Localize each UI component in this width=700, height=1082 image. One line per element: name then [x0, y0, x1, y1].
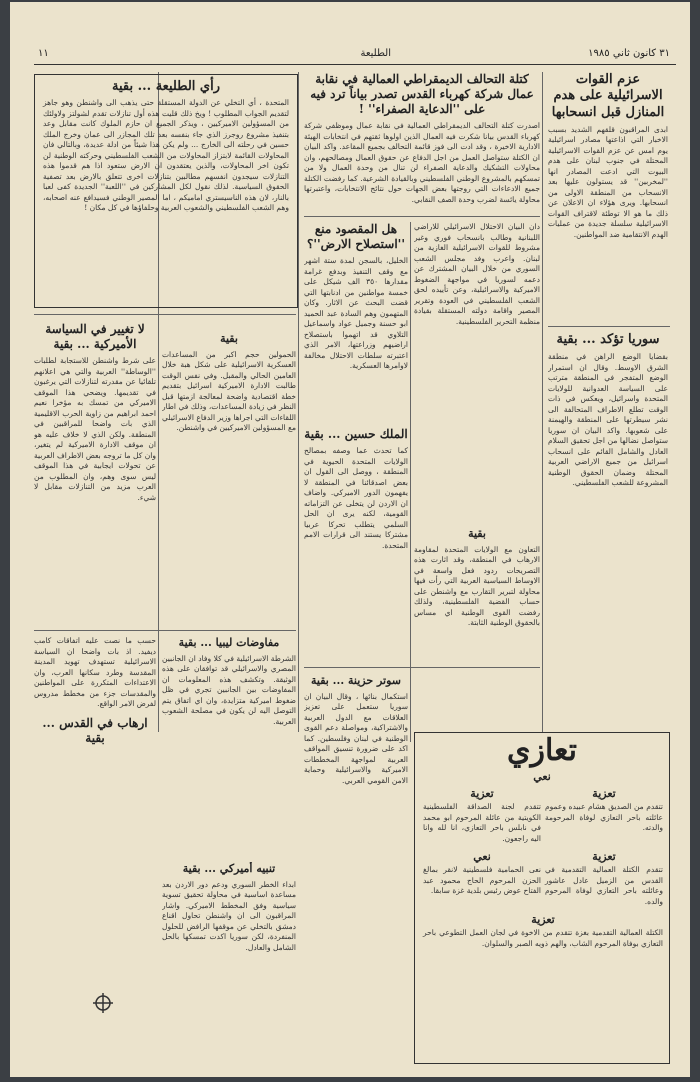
article-body: دان البيان الاحتلال الاسرائيلي للاراضي اللبنانية وطالب بانسحاب فوري وغير مشروط للقوات الاسرائيلية الغازية من لبنان. واعرب وفد مجلس الشعب السوري من خلال البيان المشترك عن دعمه لسوريا في مواجهة الضغوط الاميركية والاسرائيلية، وعن تأييده لحق الشعب الفلسطيني في العودة وتقرير المصير واقامة دولته المستقلة بقيادة منظمة التحرير الفلسطينية. — [414, 222, 540, 326]
condolence-item — [545, 785, 663, 844]
newspaper-name: الطليعة — [360, 48, 391, 59]
condolence-title: تعزية — [531, 913, 555, 926]
article-libya-talks — [162, 636, 296, 796]
article-body: الخليل، بالسجن لمدة ستة اشهر مع وقف التنفيذ وبدفع غرامة مقدارها ٣٥٠ الف شيكل على خمسة مواطنين من ادنابتها التي قضت البحث عن الاثار. وكان المتهمون وهم السادة عبد الحميد ابو حسنة وجميل عواد واسماعيل التلاوي قد اتهموا باستصلاح اراضيهم وزراعتها، الامر الذي اعتبرته سلطات الاحتلال مخالفة لاوامرها العسكرية. — [304, 256, 408, 370]
article-title: سوتر حزينة ... بقية — [311, 674, 401, 687]
condolence-list — [415, 785, 669, 949]
article-syria-bgt — [414, 222, 540, 522]
article-body: ابدى المراقبون قلقهم الشديد بسبب الاخبار التي اذاعتها مصادر اسرائيلية يوم امس عن عزم القوات الاسرائيلية المحتلة في جنوب لبنان على هدم البيوت التي ادعت المصادر انها ''لمخربين'' قد يستولون عليها بعد الانسحاب من المنطقة الاولى من انسحابها. ويرى هؤلاء ان الاعلان عن ذلك ما هو الا توطئة لاقتراف القوات الاسرائيلية سلسلة جديدة من عمليات الهدم الانتقامية ضد المواطنين. — [548, 124, 668, 239]
newspaper-page — [10, 2, 690, 1077]
condolence-title: تعزية — [592, 787, 616, 800]
article-house-demolitions — [548, 72, 668, 322]
issue-date: ٣١ كانون ثاني ١٩٨٥ — [588, 48, 670, 59]
article-title: بقية — [468, 527, 486, 540]
article-title: سوريا تؤكد ... بقية — [556, 332, 660, 347]
column-rule — [542, 72, 543, 732]
condolence-text: نعى الحمامية فلسطينية لانقر بمالغ الحزن المرحوم الحاج محمود عبد الفتاح عوض رئيس بلدية غزة سابقا. — [423, 865, 541, 895]
article-body: حسب ما نصت عليه اتفاقات كامب ديفيد. اذ بات واضحا ان السياسة الاسرائيلية تستهدف تهويد المدينة المقدسة وطرد سكانها العرب، وان الاعتداءات المتكررة على المواطنين والمقدسات جزء من مخطط مدروس لفرض الامر الواقع. — [34, 636, 156, 708]
article-body: على شرط واشنطن للاستجابة لطلبات ''الوساطة'' العربية والتي هي اعلانهم تلقائيا عن مقدرته لتنازلات التي يرغبون في تقديمها. ويضحي هذا الموقف الاميركي من تمسك به مؤخرا نعيم احمد ابراهيم من زاوية الحرب الاقليمية الذي بات واضحا للمراقبين في المنطقة. ولكن الذي لا خلاف عليه هو ان موقف الادارة الاميركية لم يتغير، وان كل ما تروجه بعض الاطراف العربية عن تحولات ايجابية في هذا الموقف ليس سوى وهم، وان المطلوب من العرب مزيد من التنازلات مقابل لا شيء. — [34, 356, 156, 502]
article-us-policy — [34, 322, 156, 622]
ornament-icon — [92, 992, 114, 1014]
article-title: بقية — [220, 332, 238, 345]
article-body: بقضايا الوضع الراهن في منطقة الشرق الاوسط. وقال ان استمرار الوضع المتفجر في المنطقة مترتب على السياسة العدوانية للولايات المتحدة واسرائيل، ويعكس في ذات الوقت تطلع الاطراف المتحالفة الى نشر سيطرتها على المنطقة والهيمنة على شعوبها. واكد البيان ان سوريا ستواصل نضالها من اجل تحقيق السلام العادل والشامل القائم على انسحاب اسرائيل من جميع الاراضي العربية المحتلة وضمان الحقوق الوطنية المشروعة للشعب الفلسطيني. — [548, 352, 668, 488]
article-syria-confirms — [548, 332, 668, 742]
page-number: ١١ — [38, 48, 49, 59]
column-rule — [410, 222, 411, 742]
condolence-title: تعزية — [470, 787, 494, 800]
condolences-title: تعازي — [507, 733, 577, 768]
article-title: هل المقصود منع ''استصلاح الارض''؟ — [306, 222, 406, 251]
condolence-text: الكتلة العمالية التقدمية بغزة تتقدم من الاخوة في لجان العمل التطوعي باحر التعازي بوفاة المرحوم الشاب، والهم ذويه الصبر والسلوان. — [423, 928, 663, 948]
column-rule — [298, 72, 299, 732]
article-king-hussein — [304, 427, 408, 597]
article-body: الشرطة الاسرائيلية في كلا وفاد ان الجانبين المصري والاسرائيلي قد توافقان على هذه الوثيقة. وتكشف هذه المعلومات ان المفاوضات بين الجانبين تجري في ظل ضغوط اميركية متزايدة، وان اي اتفاق يتم التوصل اليه لن يكون في مصلحة الشعوب العربية. — [162, 653, 296, 726]
condolences-heading: نعي — [533, 770, 551, 783]
article-body: كما تحدث عما وصفه بمصالح الولايات المتحدة الحيوية في المنطقة ، ووصل الى القول ان بعض اصدقائنا في المنطقة لا يفهمون الدور الاميركي. واضاف ان الاردن لن يتخلى عن التزاماته القومية، لكنه يرى ان الحل السلمي يتطلب تحركا عربيا مشتركا يستند الى قرارات الامم المتحدة. — [304, 446, 408, 550]
article-body: التعاون مع الولايات المتحدة لمقاومة الارهاب في المنطقة، وقد اثارت هذه التصريحات ردود فعل واسعة في الاوساط السياسية العربية التي رأت فيها محاولة لتبرير التقارب مع واشنطن على حساب القضية الفلسطينية، ولذلك رفضت القوى الوطنية اي مساس بالحقوق الوطنية الثابتة. — [414, 544, 540, 628]
article-title: عزم القوات الاسرائيلية على هدم المنازل قبل انسحابها — [551, 72, 665, 120]
article-us-aid — [162, 332, 296, 612]
condolence-text: تتقدم من الصديق هشام عبيده وعموم عائلته باحر التعازي لوفاة المرحومة والدته. — [545, 802, 663, 832]
editorial-body: المتحدة ، أي التخلي عن الدولة المستقلة حتى يذهب الى واشنطن وهو جاهز لتقديم الجواب المطلوب ! ويخ ذلك قليت هذه أول تنازلات تقدم لشولتز ولاولئك من المسؤولين الاميركيين ، ويذكر الجميع ان حازم الملوك كانت مقابل وعد بتنفيذ مشروع روجرز الذي جاء بنفسه بعد تلك المجازر الى عمان وخرج الملك حسين في رحلته الى الخارج ... ولم يكن هذا شيئاً من ادلة عديدة، وبالتالي فان المحاولات القائمة لابتزاز المحاولات من الشعب الفلسطيني وحركته الوطنية لن تكون اخر المحاولات، والذين يعتقدون ان الارض ستعود اذا هم قدموا هذه التنازلات سيجدون انفسهم مطالبين بتنازلات اخرى تتعلق بالارض بعد تصفية الحقوق السياسية. لذلك نقول لكل المشاركين في ''اللعبة'' الجديدة كفى لعبا بالنار، لان هذه الناسيستري اماميكم ، اما المصير الوطني فسيدافع عنه اصحابه، وهم الشعب الفلسطيني والشعوب العربية وحلفاؤها في كل مكان ! — [43, 98, 289, 213]
article-syria-sad — [304, 674, 408, 1064]
condolence-text: تتقدم الكتلة العمالية التقدمية في القدس من الزميل عادل عاشور وعائلته باحر التعازي لوفاة المرحوم والده. — [545, 865, 663, 906]
condolence-text: تتقدم لجنة الصداقة الفلسطينية الكويتية من عائلة المرحوم ابو محمد في نابلس باحر التعازي، انا لله وانا اليه راجعون. — [423, 802, 541, 843]
condolences-box — [414, 732, 670, 1064]
article-title: ارهاب في القدس ... بقية — [42, 715, 148, 745]
condolence-title: نعي — [473, 850, 491, 863]
condolence-item — [423, 911, 663, 949]
condolence-item — [423, 785, 541, 844]
article-title: مفاوضات ليبيا ... بقية — [178, 636, 280, 649]
condolence-title: تعزية — [592, 850, 616, 863]
section-rule — [304, 667, 540, 668]
article-body: اصدرت كتلة التحالف الديمقراطي العمالية في نقابة عمال وموظفي شركة كهرباء القدس بيانا شكرت فيه العمال الذين اولوها ثقتهم في انتخابات الهيئة الادارية الاخيرة ، وقد ادت الى فوز قائمة التحالف بجميع المقاعد. واكد البيان ان الكتلة ستواصل العمل من اجل الدفاع عن حقوق العمال ومصالحهم، وان محاولات التشكيك والدعاية الصفراء لن تنال من وحدة العمال ولا من تمسكهم بالمشروع الوطني الفلسطيني وبالقيادة الشرعية. كما رفضت الكتلة جميع الادعاءات التي روجتها بعض الجهات حول نتائج الانتخابات، واعتبرتها محاولة يائسة لضرب وحدة الصف النقابي. — [304, 121, 540, 204]
section-rule — [304, 216, 540, 217]
section-rule — [34, 630, 296, 631]
article-continuation — [414, 527, 540, 657]
article-land-reclamation — [304, 222, 408, 422]
section-rule — [548, 326, 670, 327]
article-electric-union — [304, 72, 540, 212]
article-title: تنبيه أميركي ... بقية — [182, 862, 276, 875]
article-title: الملك حسين ... بقية — [304, 427, 408, 441]
article-body: الحمولين حجم اكبر من المساعدات العسكرية الاسرائيلية على شكل هبة خلال العامين الحالي والمقبل. وفي نفس الوقت طالبت الادارة الاميركية اسرائيل بتقديم خطة اقتصادية واضحة لمعالجة ازمتها قبل النظر في زيادة المساعدات، وذلك في اطار اللقاءات التي اجراها وزير الدفاع الاسرائيلي مع المسؤولين الاميركيين في واشنطن. — [162, 349, 296, 433]
section-rule — [34, 314, 296, 315]
article-jerusalem-terror — [34, 636, 156, 866]
article-title: كتلة التحالف الديمقراطي العمالية في نقابة عمال شركة كهرباء القدس تصدر بياناً ترد فيه على ''الدعاية الصفراء'' ! — [310, 72, 534, 116]
article-us-warning — [162, 862, 296, 1062]
page-header — [34, 46, 676, 65]
condolence-item — [423, 848, 541, 907]
condolence-item — [545, 848, 663, 907]
editorial-title: رأي الطليعة ... بقية — [111, 79, 220, 94]
article-body: ابداء الخطر السوري ودعم دور الاردن بعد مساعدة اساسية في محاولة تحقيق تسوية سياسية وفق المخطط الاميركي. واشار المراقبون الى ان واشنطن تحاول اقناع دمشق بالتخلي عن موقفها الرافض للحلول المنفردة، لكن سوريا اكدت تمسكها بالحل الشامل والعادل. — [162, 879, 296, 952]
article-title: لا تغيير في السياسة الأميركية ... بقية — [45, 322, 145, 351]
editorial-box — [34, 74, 298, 308]
article-body: استكمال بنائها ، وقال البيان ان سوريا ستعمل على تعزيز العلاقات مع الدول العربية والاشتراكية، ومواصلة دعم القوى الوطنية في لبنان وفلسطين. كما اكد على ضرورة تنسيق المواقف العربية لمواجهة المخططات الاميركية والاسرائيلية وحماية الامن القومي العربي. — [304, 691, 408, 785]
